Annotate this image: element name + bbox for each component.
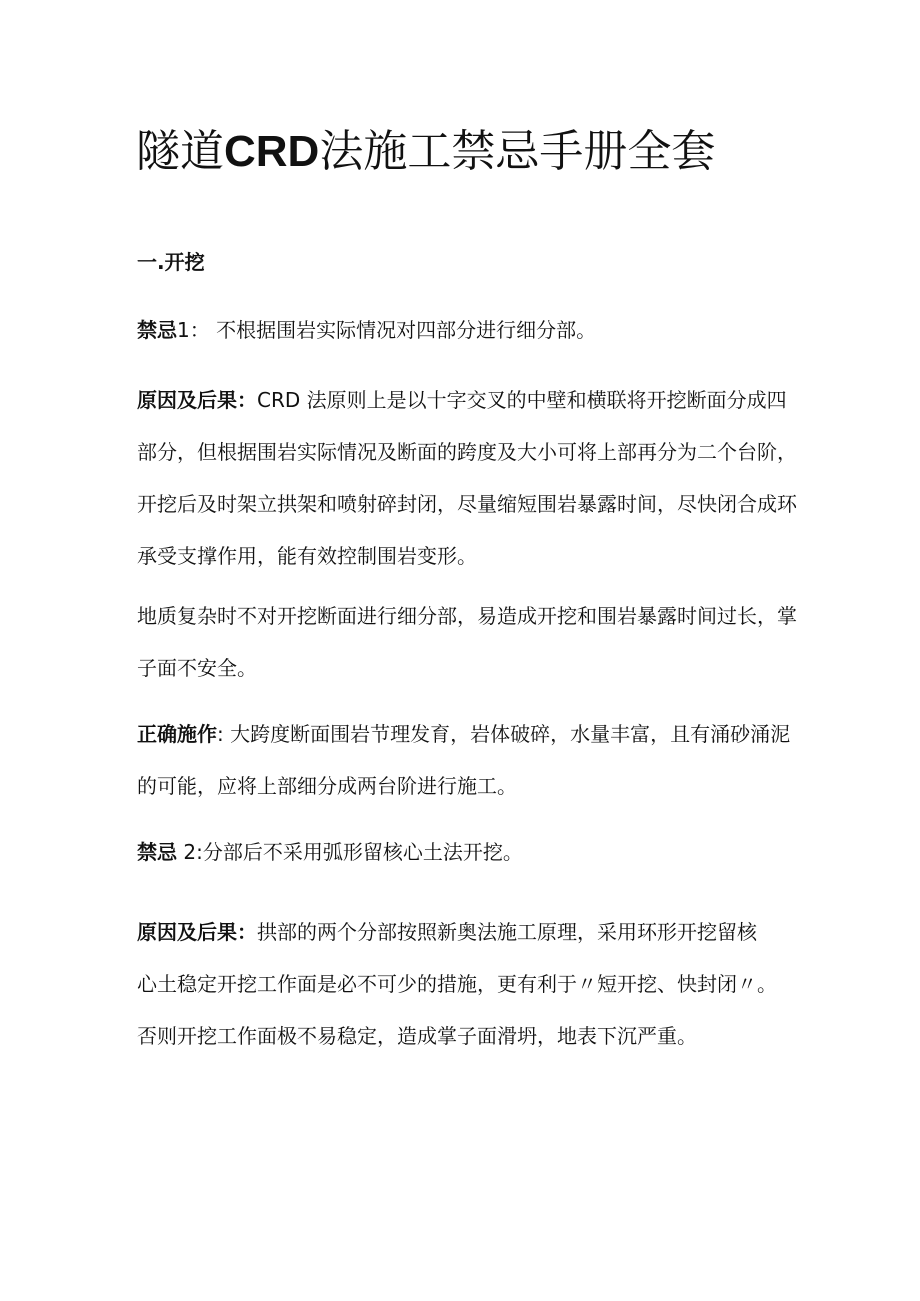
reason-1-line: 承受支撑作用，能有效控制围岩变形。 [137,544,477,568]
reason-2 [137,906,817,1062]
reason-2-line: 原因及后果：拱部的两个分部按照新奥法施工原理，采用环形开挖留核 [137,920,757,944]
correct-1-line: 正确施作: 大跨度断面围岩节理发育，岩体破碎，水量丰富，且有涌砂涌泥 [137,722,791,746]
taboo-1-text: 1： 不根据围岩实际情况对四部分进行细分部。 [177,318,597,342]
title-prefix: 隧道 [136,126,224,177]
paragraph-1 [137,590,817,694]
correct-1-line: 的可能，应将上部细分成两台阶进行施工。 [137,774,517,798]
reason-1-label: 原因及后果： [137,388,257,412]
paragraph-1-line: 地质复杂时不对开挖断面进行细分部，易造成开挖和围岩暴露时间过长，掌 [137,604,797,628]
title-latin: CRD [224,127,320,176]
correct-1-label: 正确施作 [137,722,217,746]
document-title [136,120,715,184]
taboo-2-text: 2:分部后不采用弧形留核心土法开挖。 [177,840,523,864]
taboo-2 [137,826,817,878]
reason-1-line: 部分，但根据围岩实际情况及断面的跨度及大小可将上部再分为二个台阶， [137,440,797,464]
section-heading: 一.开挖 [137,250,205,274]
title-suffix: 法施工禁忌手册全套 [319,126,716,177]
correct-1 [137,708,817,812]
paragraph-1-line: 子面不安全。 [137,656,257,680]
reason-1 [137,374,817,582]
reason-2-label: 原因及后果： [137,920,257,944]
reason-2-line: 心土稳定开挖工作面是必不可少的措施，更有利于〃短开挖、快封闭〃。 [137,972,777,996]
reason-1-line: 开挖后及时架立拱架和喷射碎封闭，尽量缩短围岩暴露时间，尽快闭合成环 [137,492,797,516]
taboo-2-label: 禁忌 [137,840,177,864]
taboo-1 [137,304,817,356]
reason-1-line: 原因及后果：CRD 法原则上是以十字交叉的中壁和横联将开挖断面分成四 [137,388,787,412]
reason-2-line: 否则开挖工作面极不易稳定，造成掌子面滑坍，地表下沉严重。 [137,1024,697,1048]
taboo-1-label: 禁忌 [137,318,177,342]
